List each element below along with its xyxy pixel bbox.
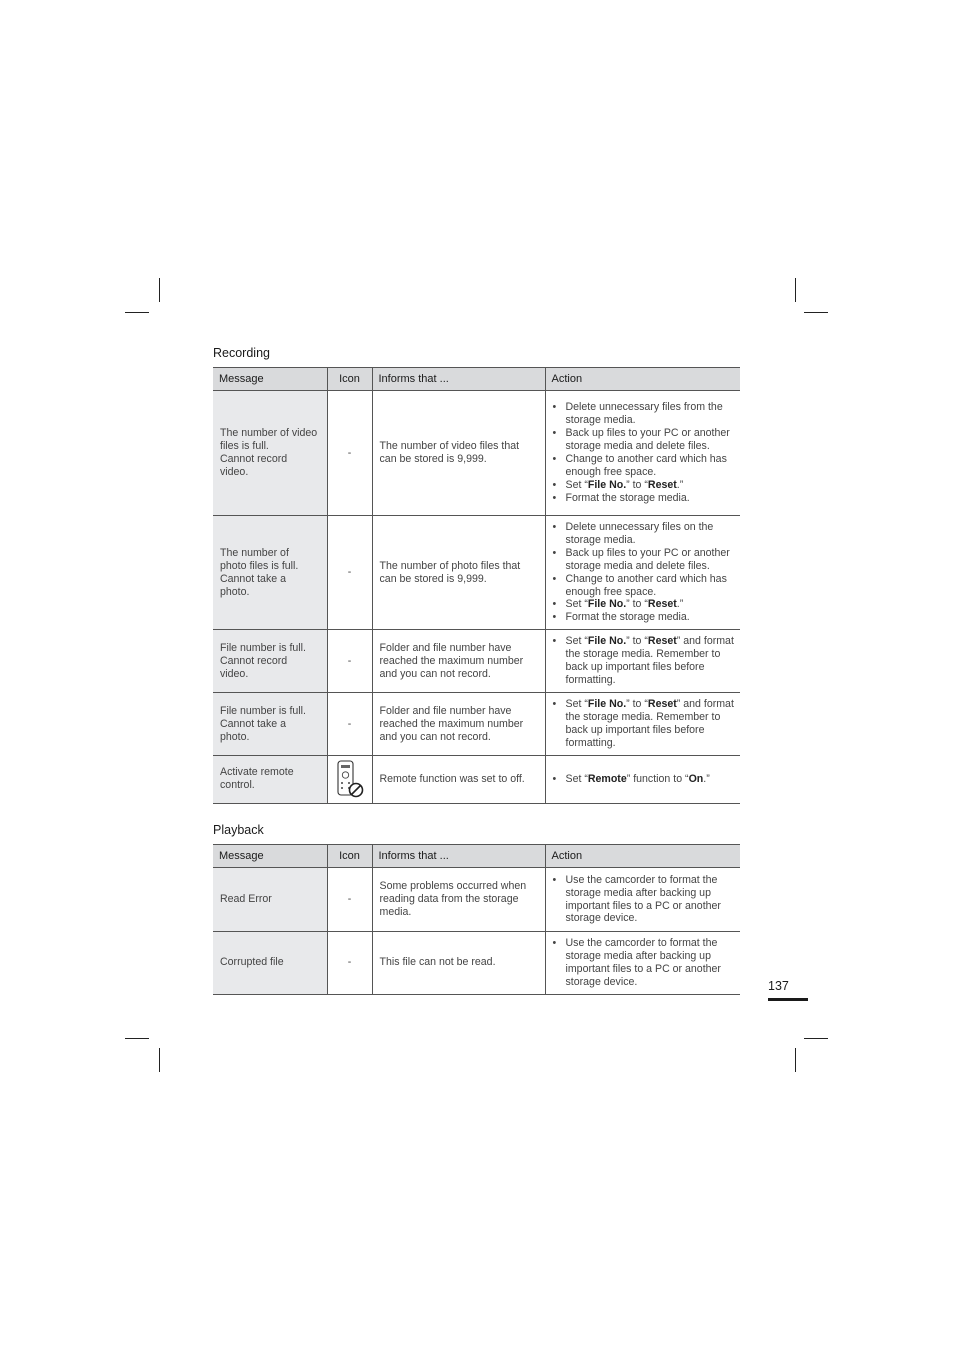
action-text: Back up files to your PC or another storage media and delete files. (565, 546, 730, 572)
informs-text: media. (379, 905, 412, 918)
action-item (553, 479, 735, 492)
icon-placeholder: - (347, 446, 352, 459)
informs-text: The number of video files that (379, 440, 520, 453)
icon-cell (327, 516, 372, 630)
action-text: Format the storage media. (565, 491, 690, 504)
crop-mark (159, 1048, 160, 1072)
action-item (553, 427, 735, 453)
column-header-icon: Icon (327, 845, 372, 868)
message-text: Cannot record (220, 654, 288, 667)
action-keyword: Reset (647, 598, 677, 611)
message-text: Cannot take a (220, 717, 286, 730)
table-row (213, 516, 740, 630)
action-item (553, 521, 735, 547)
action-item (553, 598, 735, 611)
action-keyword: File No. (587, 698, 627, 711)
informs-text: The number of photo files that (379, 559, 521, 572)
action-text: .” (676, 598, 684, 611)
column-header-message: Message (213, 845, 327, 868)
table-row (213, 932, 740, 995)
action-item (553, 611, 735, 624)
action-text: ” to “ (626, 598, 648, 611)
message-cell (213, 868, 327, 932)
informs-text: Folder and file number have (379, 704, 512, 717)
remote-off-icon (335, 759, 365, 799)
table-header-row (213, 845, 740, 868)
action-cell (545, 932, 740, 995)
crop-mark (159, 278, 160, 302)
action-cell (545, 391, 740, 516)
action-keyword: Reset (647, 698, 677, 711)
informs-cell (372, 516, 545, 630)
crop-mark (125, 312, 149, 313)
informs-text: Some problems occurred when (379, 880, 527, 893)
informs-text: and you can not record. (379, 667, 491, 680)
message-text: Read Error (220, 893, 272, 906)
action-keyword: File No. (587, 478, 627, 491)
informs-cell (372, 868, 545, 932)
action-cell (545, 868, 740, 932)
action-cell (545, 516, 740, 630)
action-text: Delete unnecessary files from the storage media. (565, 401, 723, 427)
icon-cell (327, 755, 372, 803)
message-text: video. (220, 667, 249, 680)
action-item (553, 573, 735, 599)
action-list (553, 401, 735, 504)
icon-cell (327, 932, 372, 995)
action-item (553, 874, 735, 926)
action-text: ” to “ (626, 478, 648, 491)
action-list (553, 874, 735, 926)
message-text: Corrupted file (220, 956, 284, 969)
action-cell (545, 693, 740, 756)
icon-placeholder: - (347, 956, 352, 969)
action-list (553, 698, 735, 750)
action-keyword: File No. (587, 635, 627, 648)
column-header-action: Action (545, 368, 740, 391)
recording-table (213, 367, 740, 804)
action-text: Set “ (565, 772, 588, 785)
action-item (553, 937, 735, 989)
message-text: files is full. (220, 440, 269, 453)
message-cell (213, 516, 327, 630)
recording-section-title: Recording (213, 346, 270, 360)
table-row (213, 755, 740, 803)
action-text: Change to another card which has enough free space. (565, 572, 727, 598)
action-item (553, 401, 735, 427)
message-cell (213, 630, 327, 693)
action-list (553, 635, 735, 687)
playback-section-title: Playback (213, 823, 264, 837)
message-text: photo. (220, 730, 250, 743)
action-item (553, 698, 735, 750)
message-cell (213, 755, 327, 803)
action-cell (545, 630, 740, 693)
action-text: Set “ (565, 478, 588, 491)
informs-text: reading data from the storage (379, 893, 519, 906)
action-text: Set “ (565, 635, 588, 648)
table-row (213, 391, 740, 516)
table-row (213, 630, 740, 693)
informs-cell (372, 932, 545, 995)
informs-text: Remote function was set to off. (379, 772, 525, 785)
message-text: File number is full. (220, 641, 306, 654)
action-list (553, 937, 735, 989)
informs-text: can be stored is 9,999. (379, 453, 487, 465)
informs-text: and you can not record. (379, 730, 491, 743)
action-text: Set “ (565, 698, 588, 711)
action-text: ” function to “ (626, 772, 689, 785)
informs-cell (372, 693, 545, 756)
message-text: Activate remote (220, 766, 294, 779)
crop-mark (125, 1038, 149, 1039)
action-keyword: File No. (587, 598, 627, 611)
action-text: ” to “ (626, 698, 648, 711)
informs-text: Folder and file number have (379, 641, 512, 654)
action-item (553, 773, 735, 786)
action-text: .” (676, 478, 684, 491)
crop-mark (804, 1038, 828, 1039)
message-text: video. (220, 465, 249, 478)
action-keyword: Reset (647, 478, 677, 491)
message-text: Cannot record (220, 453, 288, 465)
action-text: Format the storage media. (565, 611, 690, 624)
message-text: File number is full. (220, 704, 306, 717)
playback-table (213, 844, 740, 995)
icon-cell (327, 693, 372, 756)
action-item (553, 492, 735, 505)
message-text: The number of video (220, 427, 318, 440)
message-text: photo. (220, 585, 250, 598)
action-cell (545, 755, 740, 803)
message-cell (213, 932, 327, 995)
action-list (553, 773, 735, 786)
informs-text: can be stored is 9,999. (379, 572, 487, 585)
action-list (553, 521, 735, 624)
action-item (553, 547, 735, 573)
crop-mark (804, 312, 828, 313)
icon-cell (327, 868, 372, 932)
action-item (553, 635, 735, 687)
action-text: ” to “ (626, 635, 648, 648)
message-cell (213, 391, 327, 516)
message-text: control. (220, 779, 255, 792)
informs-cell (372, 391, 545, 516)
informs-text: This file can not be read. (379, 956, 496, 969)
column-header-informs: Informs that ... (372, 845, 545, 868)
table-header-row (213, 368, 740, 391)
action-text: Back up files to your PC or another storage media and delete files. (565, 427, 730, 453)
action-keyword: Reset (647, 635, 677, 648)
message-text: Cannot take a (220, 572, 286, 585)
icon-cell (327, 630, 372, 693)
icon-placeholder: - (347, 566, 352, 579)
message-text: The number of (220, 546, 289, 559)
action-item (553, 453, 735, 479)
informs-text: reached the maximum number (379, 654, 524, 667)
icon-placeholder: - (347, 717, 352, 730)
action-text: .” (703, 772, 710, 785)
page-number-underline (768, 998, 808, 1001)
action-text: ” and format the storage media. Remember to back up important files before formatting. (565, 635, 734, 687)
informs-cell (372, 755, 545, 803)
action-keyword: On (688, 772, 704, 785)
crop-mark (795, 1048, 796, 1072)
column-header-action: Action (545, 845, 740, 868)
action-text: Change to another card which has enough free space. (565, 453, 727, 478)
message-cell (213, 693, 327, 756)
icon-placeholder: - (347, 654, 352, 667)
action-text: Set “ (565, 598, 588, 611)
informs-cell (372, 630, 545, 693)
action-text: ” and format the storage media. Remember to back up important files before formatting. (565, 698, 734, 749)
crop-mark (795, 278, 796, 302)
page-number: 137 (768, 979, 789, 993)
action-text: Use the camcorder to format the storage media after backing up important files to a PC or another storage device. (565, 873, 721, 925)
informs-text: reached the maximum number (379, 717, 524, 730)
action-keyword: Remote (587, 772, 627, 785)
icon-cell (327, 391, 372, 516)
table-row (213, 868, 740, 932)
message-text: photo files is full. (220, 559, 299, 572)
column-header-informs: Informs that ... (372, 368, 545, 391)
action-text: Use the camcorder to format the storage media after backing up important files to a PC or another storage device. (565, 937, 721, 988)
action-text: Delete unnecessary files on the storage media. (565, 521, 714, 546)
column-header-icon: Icon (327, 368, 372, 391)
table-row (213, 693, 740, 756)
icon-placeholder: - (347, 893, 352, 906)
column-header-message: Message (213, 368, 327, 391)
